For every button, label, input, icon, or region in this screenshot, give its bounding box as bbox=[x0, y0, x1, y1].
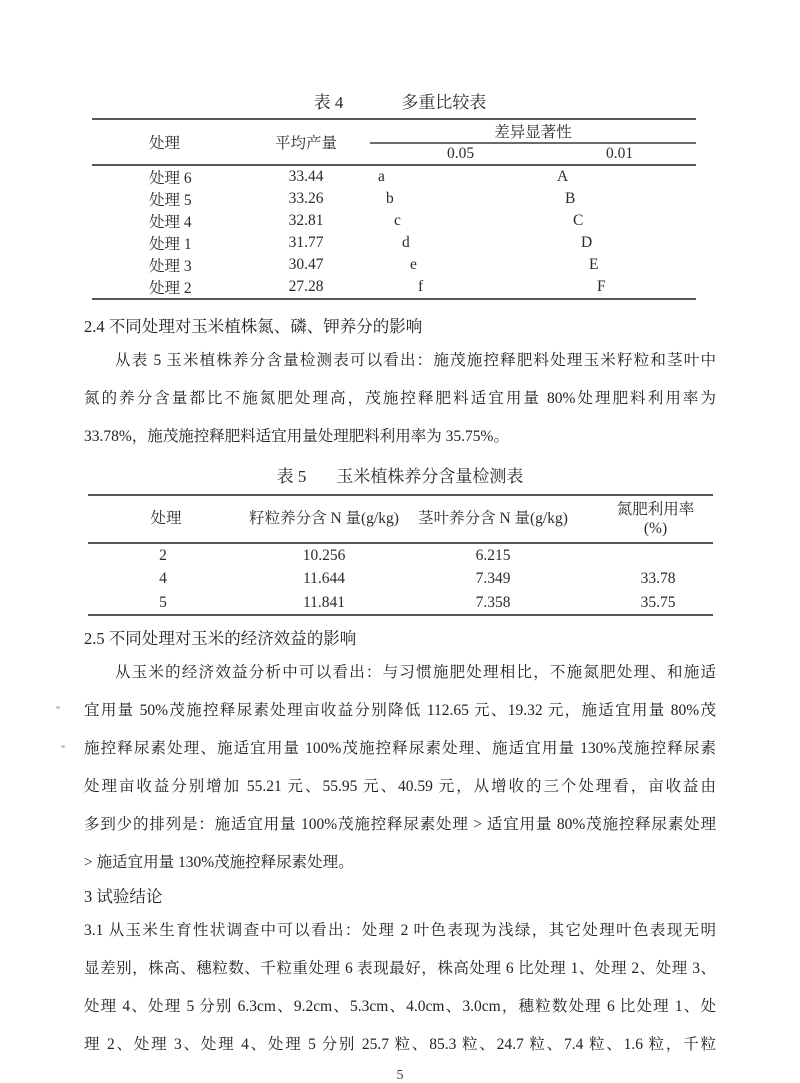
cell-sig001: B bbox=[565, 190, 576, 207]
cell-avg: 27.28 bbox=[288, 278, 324, 295]
cell-avg: 30.47 bbox=[288, 256, 324, 273]
cell-grain: 11.841 bbox=[302, 593, 346, 611]
cell-stem: 7.358 bbox=[475, 593, 511, 611]
text-line: 从表 5 玉米植株养分含量检测表可以看出：施茂施控释肥料处理玉米籽粒和茎叶中 bbox=[115, 352, 716, 369]
text-line: 多到少的排列是：施适宜用量 100%茂施控释尿素处理 > 适宜用量 80%茂施控释尿素处理 bbox=[84, 816, 716, 833]
cell-sig005: e bbox=[410, 256, 417, 273]
text-line: 施控释尿素处理、施适宜用量 100%茂施控释尿素处理、施适宜用量 130%茂施控释尿素 bbox=[84, 740, 716, 757]
cell-avg: 32.81 bbox=[288, 212, 324, 229]
cell-treatment: 处理 5 bbox=[149, 192, 192, 209]
section-3-heading: 3 试验结论 bbox=[84, 887, 163, 906]
cell-grain: 10.256 bbox=[302, 546, 346, 564]
cell-stem: 7.349 bbox=[475, 570, 511, 587]
column-header-avg-yield: 平均产量 bbox=[274, 135, 337, 152]
table4-title-text: 多重比较表 bbox=[401, 93, 487, 112]
table5-header bbox=[88, 495, 713, 543]
text-line: 处理亩收益分别增加 55.21 元、55.95 元、40.59 元，从增收的三个处理看，亩收益由 bbox=[84, 778, 716, 795]
table-row bbox=[88, 567, 713, 591]
cell-avg: 33.26 bbox=[288, 190, 324, 207]
table5-body bbox=[88, 543, 713, 615]
table-row bbox=[92, 276, 696, 299]
cell-nue: 33.78 bbox=[640, 570, 676, 587]
cell-avg: 31.77 bbox=[288, 234, 324, 251]
cell-sig001: C bbox=[573, 212, 584, 229]
column-header-nue-line2: (%) bbox=[643, 520, 668, 537]
nutrient-content-table bbox=[88, 494, 713, 616]
table-row bbox=[92, 254, 696, 276]
column-header-nue-line1: 氮肥利用率 bbox=[616, 501, 695, 518]
column-header-significance: 差异显著性 bbox=[370, 119, 696, 143]
text-line: > 施适宜用量 130%茂施控释尿素处理。 bbox=[84, 854, 354, 871]
cell-sig005: d bbox=[402, 234, 410, 251]
section-2-4-paragraph bbox=[84, 342, 716, 456]
cell-treatment: 处理 1 bbox=[149, 236, 192, 253]
cell-sig001: F bbox=[597, 278, 606, 295]
table5-caption bbox=[84, 464, 716, 490]
text-line: 显差别，株高、穗粒数、千粒重处理 6 表现最好，株高处理 6 比处理 1、处理 2、处理 3、 bbox=[84, 960, 716, 977]
page-number: 5 bbox=[396, 1068, 404, 1083]
cell-treatment: 5 bbox=[159, 593, 167, 611]
cell-sig001: D bbox=[581, 234, 593, 251]
table-row bbox=[92, 188, 696, 210]
cell-treatment: 处理 2 bbox=[149, 280, 192, 297]
cell-sig001: A bbox=[557, 168, 569, 185]
column-header-sig-001: 0.01 bbox=[605, 145, 634, 162]
column-header-treatment: 处理 bbox=[149, 135, 181, 152]
scan-speckle bbox=[61, 745, 65, 748]
column-header-grain-n: 籽粒养分含 N 量(g/kg) bbox=[249, 510, 399, 527]
text-line: 理 2、处理 3、处理 4、处理 5 分别 25.7 粒、85.3 粒、24.7 粒、7.4 粒、1.6 粒，千粒 bbox=[84, 1036, 716, 1053]
table-row bbox=[92, 232, 696, 254]
text-line: 从玉米的经济效益分析中可以看出：与习惯施肥处理相比，不施氮肥处理、和施适 bbox=[115, 664, 716, 681]
table4-body bbox=[92, 165, 696, 299]
text-line: 33.78%，施茂施控释肥料适宜用量处理肥料利用率为 35.75%。 bbox=[84, 428, 509, 445]
section-2-5-heading: 2.5 不同处理对玉米的经济效益的影响 bbox=[84, 629, 357, 648]
cell-treatment: 4 bbox=[159, 570, 167, 587]
scan-speckle bbox=[56, 706, 60, 709]
cell-stem: 6.215 bbox=[475, 546, 511, 564]
text-line: 宜用量 50%茂施控释尿素处理亩收益分别降低 112.65 元、19.32 元，施适宜用量 80%茂 bbox=[84, 702, 716, 719]
cell-grain: 11.644 bbox=[302, 570, 346, 587]
table4-header bbox=[92, 119, 696, 165]
cell-nue: 35.75 bbox=[640, 593, 676, 611]
table-row bbox=[92, 165, 696, 188]
cell-sig005: b bbox=[386, 190, 394, 207]
cell-sig005: c bbox=[394, 212, 401, 229]
column-header-sig-005: 0.05 bbox=[446, 145, 475, 162]
table5-label: 表 5 bbox=[276, 467, 307, 486]
column-header-stem-n: 茎叶养分含 N 量(g/kg) bbox=[418, 510, 568, 527]
section-2-4-heading: 2.4 不同处理对玉米植株氮、磷、钾养分的影响 bbox=[84, 317, 423, 336]
cell-treatment: 处理 4 bbox=[149, 214, 192, 231]
cell-sig005: a bbox=[378, 168, 385, 185]
table5-title-text: 玉米植株养分含量检测表 bbox=[336, 467, 524, 486]
text-line: 氮的养分含量都比不施氮肥处理高，茂施控释肥料适宜用量 80%处理肥料利用率为 bbox=[84, 390, 716, 407]
text-line: 处理 4、处理 5 分别 6.3cm、9.2cm、5.3cm、4.0cm、3.0cm，穗粒数处理 6 比处理 1、处 bbox=[84, 998, 716, 1015]
table-row bbox=[92, 210, 696, 232]
section-2-5-paragraph bbox=[84, 654, 716, 882]
column-header-treatment: 处理 bbox=[150, 510, 182, 527]
section-3-1-paragraph bbox=[84, 912, 716, 1064]
table4-label: 表 4 bbox=[313, 93, 344, 112]
cell-treatment: 处理 6 bbox=[149, 170, 192, 187]
column-header-nue bbox=[578, 495, 713, 543]
multiple-comparison-table bbox=[92, 118, 696, 300]
cell-sig001: E bbox=[589, 256, 599, 273]
table4-caption bbox=[84, 90, 716, 116]
cell-treatment: 处理 3 bbox=[149, 258, 192, 275]
cell-nue bbox=[578, 543, 713, 567]
cell-treatment: 2 bbox=[159, 546, 167, 564]
table-row bbox=[88, 591, 713, 615]
cell-sig005: f bbox=[418, 278, 424, 295]
cell-avg: 33.44 bbox=[288, 168, 324, 185]
table-row bbox=[88, 543, 713, 567]
text-line: 3.1 从玉米生育性状调查中可以看出：处理 2 叶色表现为浅绿，其它处理叶色表现无明 bbox=[84, 922, 716, 939]
